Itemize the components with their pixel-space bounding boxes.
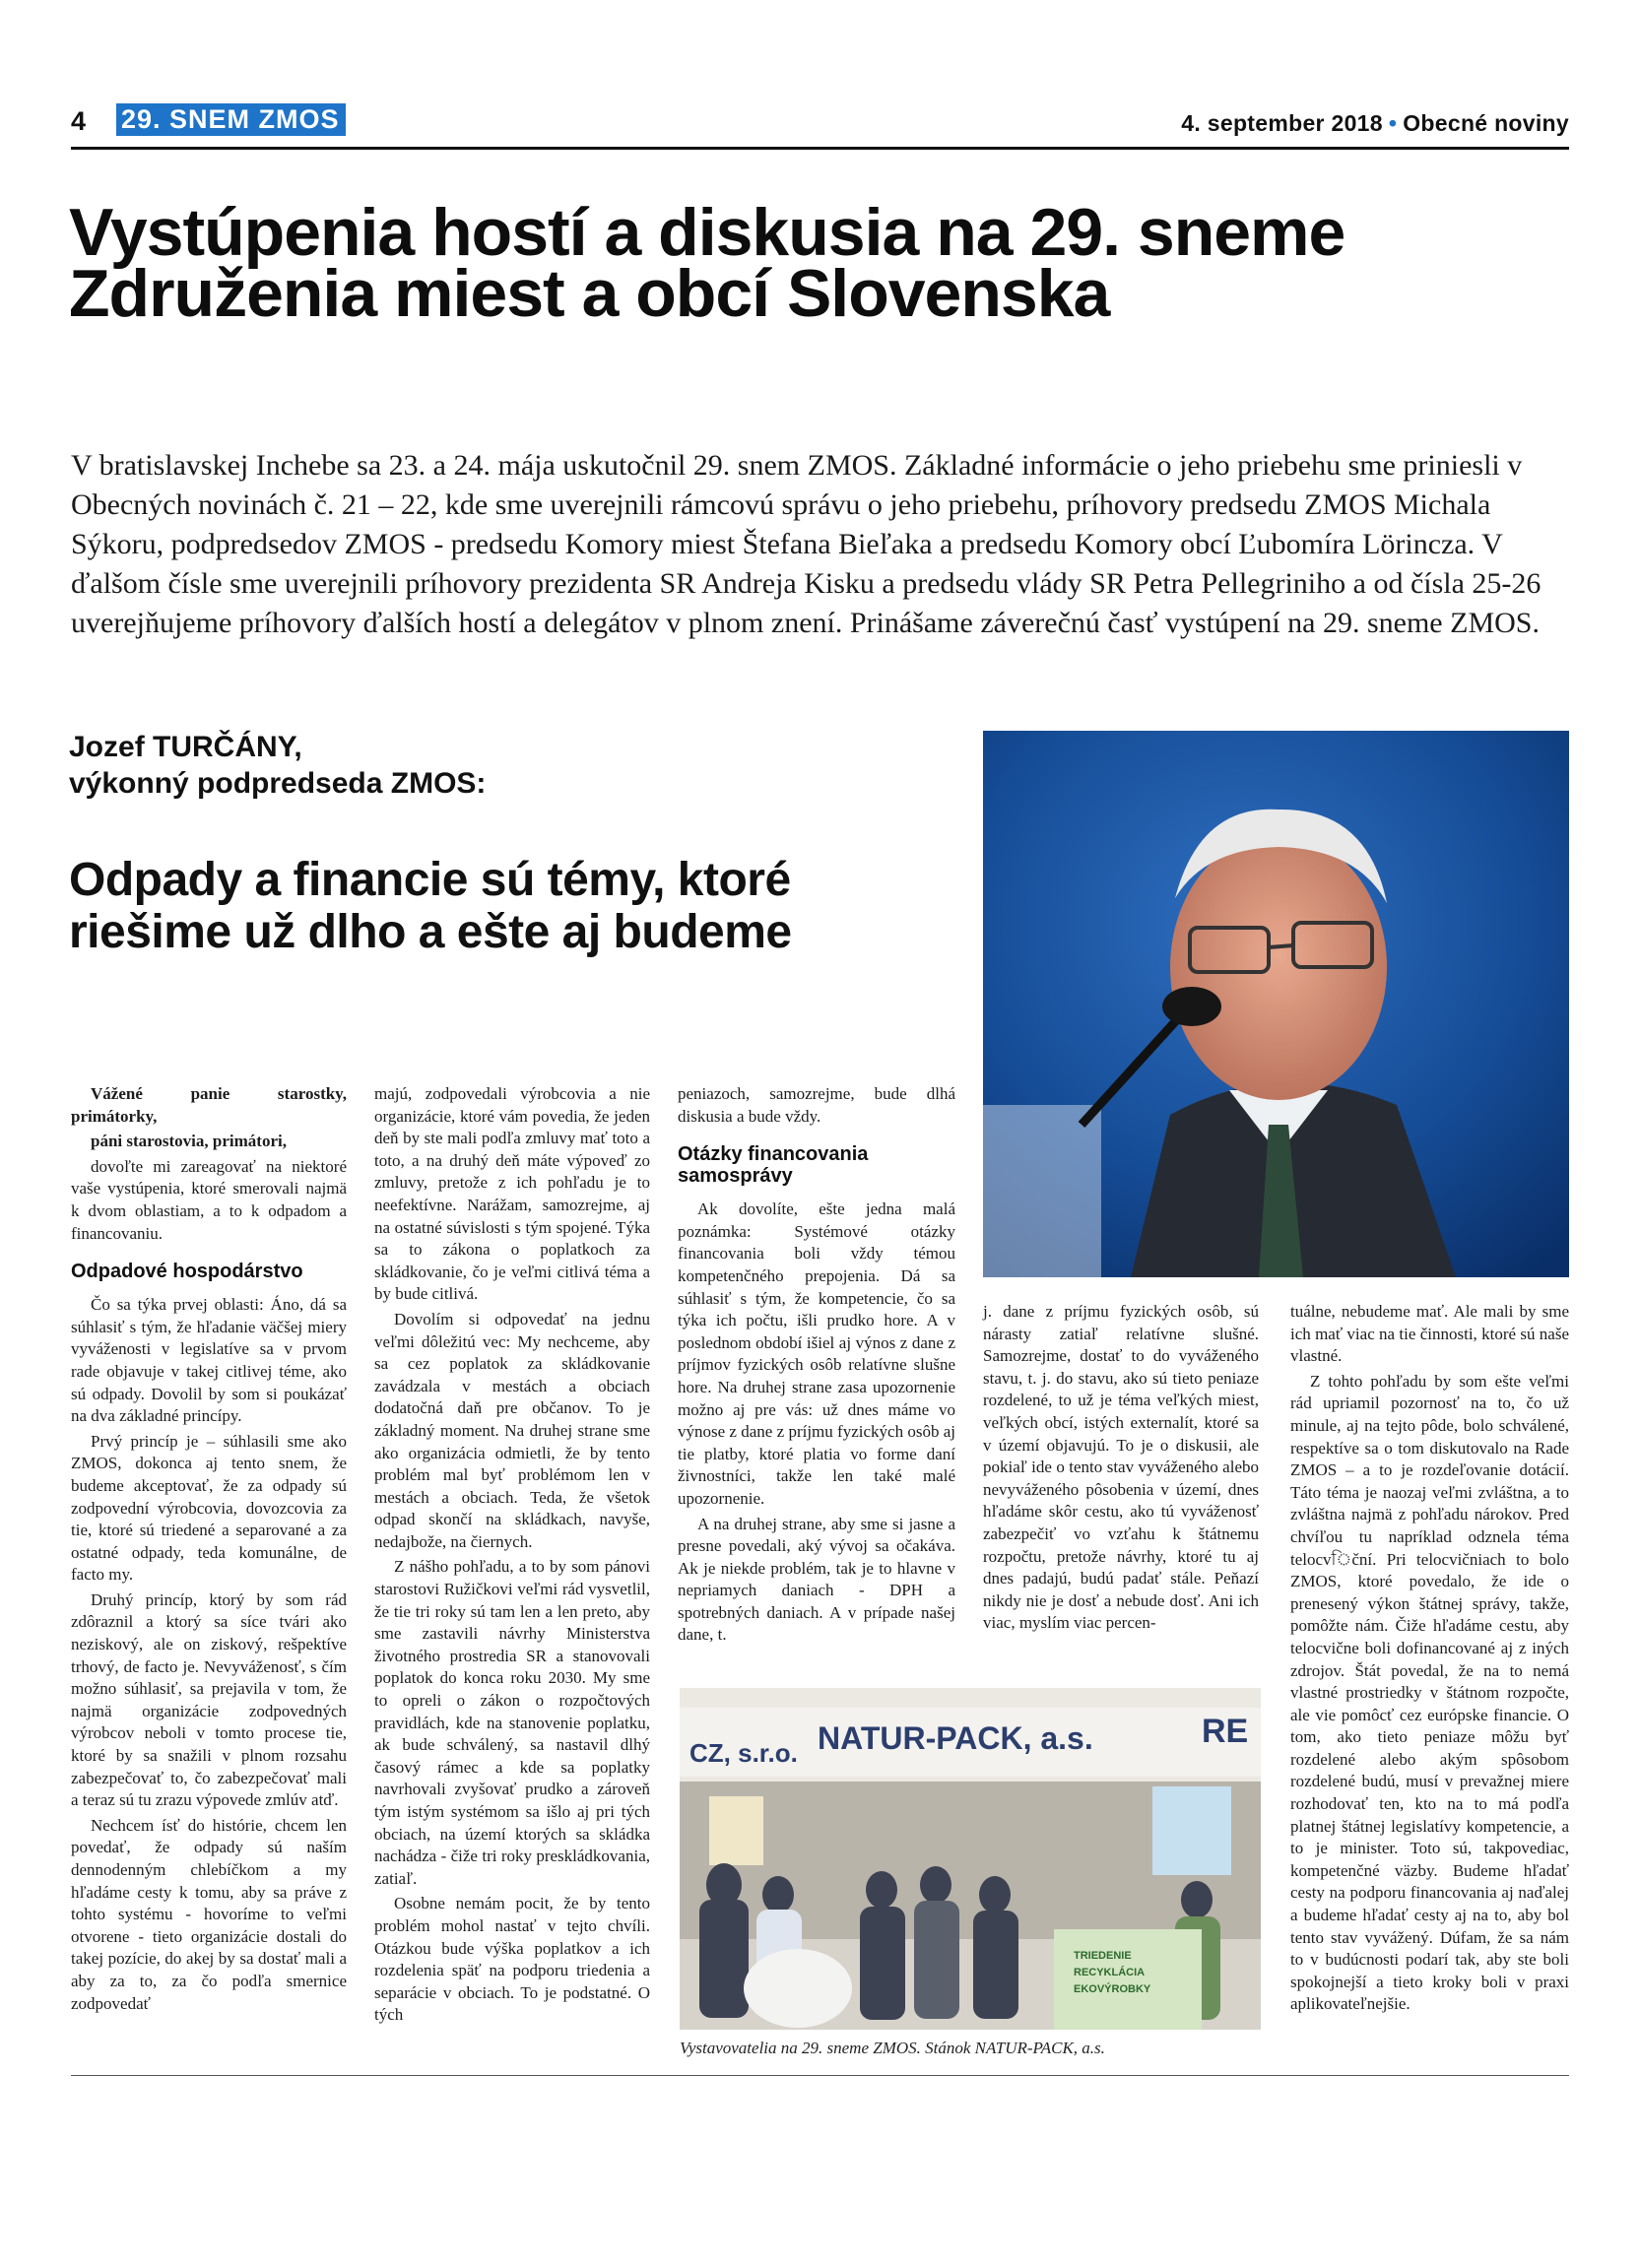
speaker-role: výkonný podpredseda ZMOS: bbox=[69, 767, 487, 800]
paragraph: Z nášho pohľadu, a to by som pánovi starostovi Ružičkovi veľmi rád vysvetlil, že tie tri roky sú tam len a len preto, aby sme zastavili návrhy Ministerstva životného prostredia SR a stanovovali poplatok do konca roku 2030. My sme to opreli o zákon o rozpočtových pravidlách, kde na stanovenie poplatku, ak bude schválený, sa nastavil dlhý časový rámec a kde sa poplatky navrhovali zvyšovať prudko a zároveň tým istým systémom sa išlo aj pri tých obciach, na území ktorých sa skládka nachádza - čiže tri roky preskládkovania, zatiaľ. bbox=[374, 1557, 650, 1888]
article-column-2 bbox=[374, 1083, 650, 2030]
speaker-block bbox=[69, 729, 955, 802]
paragraph: Dovolím si odpovedať na jednu veľmi dôležitú vec: My nechceme, aby sa cez poplatok za skládkovanie zavádzala v mestách a obciach dodatočná daň pre občanov. To je základný moment. Na druhej strane sme ako organizácia odmietli, že by tento problém mal byť problémom len v mestách a obciach. Teda, že všetok odpad skončí na skládkach, navyše, nedajbože, na čiernych. bbox=[374, 1309, 650, 1551]
issue-date: 4. september 2018 bbox=[1181, 110, 1383, 136]
issue-info bbox=[1181, 110, 1569, 137]
exhibition-photo bbox=[680, 1688, 1261, 2030]
article-headline: Odpady a financie sú témy, ktoré riešime už dlho a ešte aj budeme bbox=[69, 854, 792, 958]
sign-right-text: RE bbox=[1202, 1713, 1249, 1750]
salutation-line: Vážené panie starostky, primátorky, bbox=[71, 1084, 347, 1126]
paragraph: peniazoch, samozrejme, bude dlhá diskusia a bude vždy. bbox=[678, 1084, 955, 1126]
article-column-3 bbox=[678, 1083, 955, 1650]
subheading: Odpadové hospodárstvo bbox=[71, 1261, 303, 1283]
separator-dot: • bbox=[1388, 110, 1398, 136]
sign-left-text: CZ, s.r.o. bbox=[689, 1738, 798, 1768]
header-rule bbox=[71, 147, 1569, 150]
paragraph: j. dane z príjmu fyzických osôb, sú nárasty zatiaľ relatívne slušné. Samozrejme, dostať to do vyváženého stavu, t. j. do stavu, ako sú tieto peniaze rozdelené, to už je téma veľkých miest, veľkých obcí, istých externalít, ktoré sa v území objavujú. To je o diskusii, ale pokiaľ ide o tento stav vyváženého alebo nevyváženého pôsobenia v území, dnes hľadáme skôr cestu, ako tú vyváženosť zabezpečiť vo vzťahu k štátnemu rozpočtu, pretože návrhy, ktoré tu aj dnes padajú, budú padať stále. Peňazí nikdy nie je dosť a nebude dosť. Ani ich viac, myslím viac percen- bbox=[983, 1302, 1259, 1633]
publication-name: Obecné noviny bbox=[1403, 110, 1569, 136]
paragraph: Z tohto pohľadu by som ešte veľmi rád upriamil pozornosť na to, čo už minule, aj na tejto pôde, bolo schválené, respektíve sa o tom diskutovalo na Rade ZMOS – a to je rozdeľovanie dotácií. Táto téma je naozaj veľmi zvláštna, a to zvláštna najmä z pohľadu nárokov. Pred chvíľou tu napríklad odznela téma telocvিční. Pri telocvičniach to bolo ZMOS, ktoré povedalo, že ide o prenesený výkon štátnej správy, takže, pomôžte nám. Čiže hľadáme cestu, aby telocvične boli dofinancované aj z iných zdrojov. Štát povedal, že na to nemá vlastné prostriedky v štátnom rozpočte, ale vie pomôcť cez európske financie. O tom, ako tieto peniaze môžu byť rozdelené alebo akým spôsobom rozdelené budú, musí v prevažnej miere rozhodovať ten, kto na to má podľa platnej štátnej legislatívy kompetencie, a to je minister. Toto sú, takpovediac, kompetenčné väzby. Budeme hľadať cesty na podporu financovania aj naďalej a budeme hľadať cesty aj na to, aby bol tento stav vyvážený. Dúfam, že sa nám to v budúcnosti podarí tak, aby ste boli spokojnejší a tieto kroky boli v praxi aplikovateľnejšie. bbox=[1290, 1371, 1569, 2014]
subheading: Otázky financovania samosprávy bbox=[678, 1143, 869, 1188]
article-column-5 bbox=[1290, 1301, 1569, 2019]
paragraph: Nechcem ísť do histórie, chcem len povedať, že odpady sú naším dennodenným chlebíčkom a my hľadáme cesty k tomu, aby sa práve z tohto systému - hovoríme to veľmi otvorene - tieto organizácie dostali do takej pozície, do akej by sa dostať mali a aby za to, za čo podľa smernice zodpovedať bbox=[71, 1815, 347, 2013]
photo-caption: Vystavovatelia na 29. sneme ZMOS. Stánok NATUR-PACK, a.s. bbox=[680, 2039, 1105, 2057]
portrait-illustration bbox=[983, 731, 1569, 1277]
salutation-line: páni starostovia, primátori, bbox=[91, 1132, 287, 1151]
paragraph: majú, zodpovedali výrobcovia a nie organizácie, ktoré vám povedia, že jeden deň by ste mali podľa zmluvy mať toto a toto, a na druhý deň máte výpoveď zo zmluvy, pretože z ich pohľadu je to neefektívne. Narážam, samozrejme, aj na ostatné súvislosti s tým spojené. Týka sa to zákona o poplatkoch za skládkovanie, čo je veľmi citlivá téma a by bude citlivá. bbox=[374, 1084, 650, 1304]
paragraph: Prvý princíp je – súhlasili sme ako ZMOS, dokonca aj tento snem, že budeme akceptovať, že za odpady sú zodpovední výrobcovia, dovozcovia za tie, ktoré sú triedené a separované a za ostatné odpady, teda komunálne, de facto my. bbox=[71, 1431, 347, 1585]
paragraph: Čo sa týka prvej oblasti: Áno, dá sa súhlasiť s tým, že hľadanie väčšej miery vyváženosti v legislatíve sa v prvom rade objavuje v takej citlivej téme, ako sú odpady. Dovolil by som si poukázať na dva základné princípy. bbox=[71, 1295, 347, 1426]
counter-text: RECYKLÁCIA bbox=[1074, 1967, 1146, 1978]
counter-text: TRIEDENIE bbox=[1074, 1950, 1132, 1962]
paragraph: dovoľte mi zareagovať na niektoré vaše vystúpenia, ktoré smerovali najmä k dvom oblastiam, a to k odpadom a financovaniu. bbox=[71, 1156, 347, 1243]
page-number: 4 bbox=[71, 106, 87, 136]
speaker-portrait-photo bbox=[983, 731, 1569, 1277]
sign-center-text: NATUR-PACK, a.s. bbox=[818, 1720, 1093, 1756]
page-title: Vystúpenia hostí a diskusia na 29. sneme Združenia miest a obcí Slovenska bbox=[69, 195, 1345, 331]
footer-rule bbox=[71, 2075, 1569, 2076]
speaker-name: Jozef TURČÁNY, bbox=[69, 731, 302, 763]
section-tag: 29. SNEM ZMOS bbox=[116, 103, 346, 136]
article-column-1 bbox=[71, 1083, 347, 2018]
lead-paragraph: V bratislavskej Inchebe sa 23. a 24. mája uskutočnil 29. snem ZMOS. Základné informácie o jeho priebehu sme priniesli v Obecných novinách č. 21 – 22, kde sme uverejnili rámcovú správu o jeho priebehu, príhovory predsedu ZMOS Michala Sýkoru, podpredsedov ZMOS - predsedu Komory miest Štefana Bieľaka a predsedu Komory obcí Ľubomíra Lörincza. V ďalšom čísle sme uverejnili príhovory prezidenta SR Andreja Kisku a predsedu vlády SR Petra Pellegriniho a od čísla 25-26 uverejňujeme príhovory ďalších hostí a delegátov v plnom znení. Prinášame záverečnú časť vystúpení na 29. sneme ZMOS. bbox=[71, 449, 1542, 639]
exhibition-illustration bbox=[680, 1688, 1261, 2030]
paragraph: tuálne, nebudeme mať. Ale mali by sme ich mať viac na tie činnosti, ktoré sú naše vlastné. bbox=[1290, 1302, 1569, 1366]
counter-text: EKOVÝROBKY bbox=[1074, 1983, 1151, 1995]
paragraph: Druhý princíp, ktorý by som rád zdôraznil a ktorý sa síce tvári ako neziskový, ale on ziskový, rešpektíve trhový, de facto je. Nevyváženosť, s čím možno súhlasiť, sa prejavila v tom, že najmä organizácie zodpovedných výrobcov neboli v tomto procese tie, ktoré by sa snažili v plnom rozsahu zabezpečovať to, čo zabezpečovať mali a teraz sú tu zrazu výpovede zmlúv atď. bbox=[71, 1589, 347, 1810]
article-column-4 bbox=[983, 1301, 1259, 1638]
paragraph: Ak dovolíte, ešte jedna malá poznámka: Systémové otázky financovania boli vždy témou kompetenčného prepojenia. Dá sa súhlasiť s tým, že kompetencie, čo sa týka ich počtu, išli prudko hore. A v poslednom období išiel aj výnos z dane z príjmov fyzických osôb relatívne slušne hore. Na druhej strane zasa upozornenie možno aj pre vás: už dnes máme vo výnose z dane z príjmu fyzických osôb aj tie platby, ktoré platia vo forme daní živnostníci, takže len také malé upozornenie. bbox=[678, 1199, 955, 1508]
paragraph: A na druhej strane, aby sme si jasne a presne povedali, aký vývoj sa očakáva. Ak je niekde problém, tak je to hlavne v nepriamych daniach - DPH a spotrebných daniach. A v prípade našej dane, t. bbox=[678, 1514, 955, 1645]
paragraph: Osobne nemám pocit, že by tento problém mohol nastať v tejto chvíli. Otázkou bude výška poplatkov a ich rozdelenia späť na podporu triedenia a separácie v obciach. To je podstatné. O tých bbox=[374, 1894, 650, 2025]
